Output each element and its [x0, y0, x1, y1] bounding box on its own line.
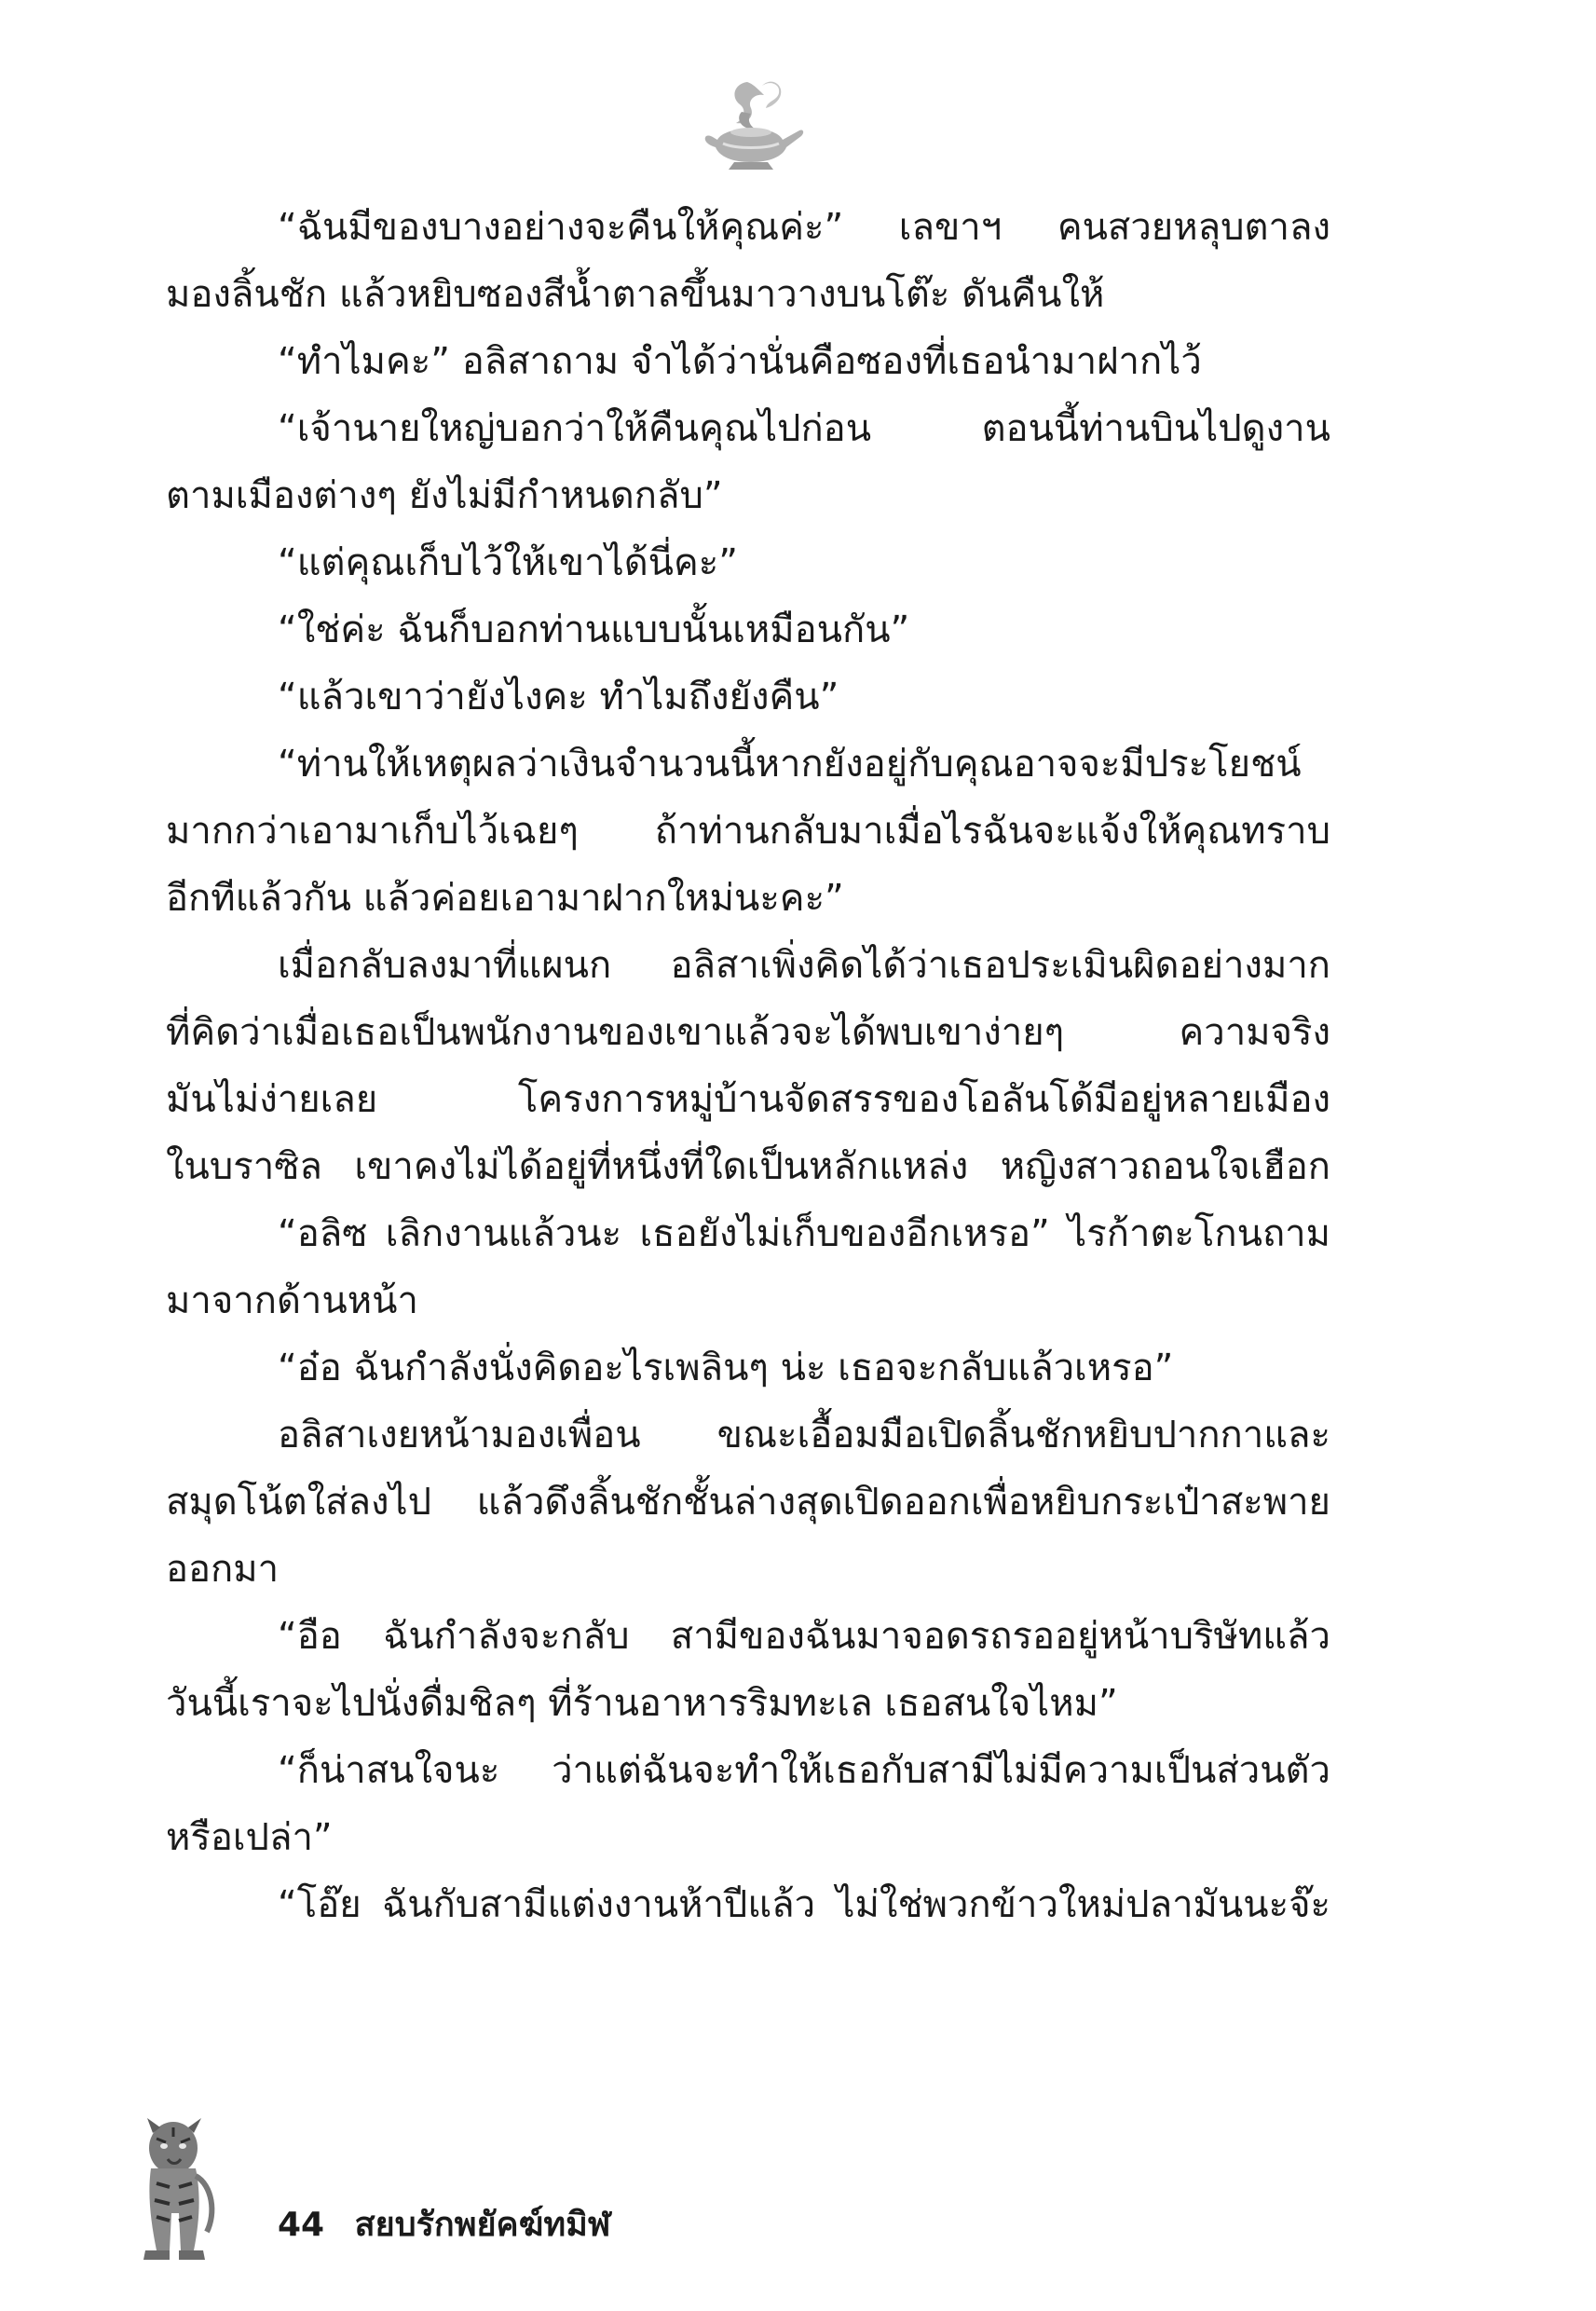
tiger-icon: [119, 2111, 222, 2269]
text-line: ออกมา: [166, 1548, 280, 1591]
page-number: 44: [278, 2206, 325, 2244]
text-line: หรือเปล่า”: [166, 1816, 333, 1859]
text-line: มากกว่าเอามาเก็บไว้เฉยๆ ถ้าท่านกลับมาเมื่อไรฉันจะแจ้งให้คุณทราบ: [166, 810, 1330, 853]
text-line: “อ๋อ ฉันกำลังนั่งคิดอะไรเพลินๆ น่ะ เธอจะกลับแล้วเหรอ”: [278, 1347, 1174, 1389]
text-line: “ฉันมีของบางอย่างจะคืนให้คุณค่ะ” เลขาฯ คนสวยหลุบตาลง: [278, 206, 1330, 249]
text-line: วันนี้เราจะไปนั่งดื่มชิลๆ ที่ร้านอาหารริมทะเล เธอสนใจไหม”: [166, 1682, 1118, 1725]
text-line: “แต่คุณเก็บไว้ให้เขาได้นี่คะ”: [278, 541, 738, 584]
text-line: มองลิ้นชัก แล้วหยิบซองสีน้ำตาลขึ้นมาวางบนโต๊ะ ดันคืนให้: [166, 273, 1105, 316]
text-line: มาจากด้านหน้า: [166, 1279, 418, 1322]
text-line: เมื่อกลับลงมาที่แผนก อลิสาเพิ่งคิดได้ว่าเธอประเมินผิดอย่างมาก: [278, 944, 1330, 987]
genie-lamp-icon: [689, 75, 811, 177]
text-line: ที่คิดว่าเมื่อเธอเป็นพนักงานของเขาแล้วจะได้พบเขาง่ายๆ ความจริง: [166, 1011, 1330, 1054]
text-line: “โอ๊ย ฉันกับสามีแต่งงานห้าปีแล้ว ไม่ใช่พวกข้าวใหม่ปลามันนะจ๊ะ: [278, 1883, 1330, 1926]
text-line: ตามเมืองต่างๆ ยังไม่มีกำหนดกลับ”: [166, 474, 723, 517]
text-line: “ท่านให้เหตุผลว่าเงินจำนวนนี้หากยังอยู่กับคุณอาจจะมีประโยชน์: [278, 743, 1302, 786]
text-line: “ทำไมคะ” อลิสาถาม จำได้ว่านั่นคือซองที่เธอนำมาฝากไว้: [278, 340, 1202, 383]
text-line: อีกทีแล้วกัน แล้วค่อยเอามาฝากใหม่นะคะ”: [166, 877, 844, 920]
text-line: สมุดโน้ตใส่ลงไป แล้วดึงลิ้นชักชั้นล่างสุดเปิดออกเพื่อหยิบกระเป๋าสะพาย: [166, 1481, 1330, 1524]
text-line: “เจ้านายใหญ่บอกว่าให้คืนคุณไปก่อน ตอนนี้ท่านบินไปดูงาน: [278, 407, 1330, 450]
text-line: มันไม่ง่ายเลย โครงการหมู่บ้านจัดสรรของโอลันโด้มีอยู่หลายเมือง: [166, 1078, 1330, 1121]
text-line: อลิสาเงยหน้ามองเพื่อน ขณะเอื้อมมือเปิดลิ้นชักหยิบปากกาและ: [278, 1414, 1330, 1456]
text-line: “ใช่ค่ะ ฉันก็บอกท่านแบบนั้นเหมือนกัน”: [278, 609, 910, 651]
text-line: “อือ ฉันกำลังจะกลับ สามีของฉันมาจอดรถรออยู่หน้าบริษัทแล้ว: [278, 1615, 1330, 1658]
text-line: “ก็น่าสนใจนะ ว่าแต่ฉันจะทำให้เธอกับสามีไม่มีความเป็นส่วนตัว: [278, 1749, 1330, 1792]
text-line: ในบราซิล เขาคงไม่ได้อยู่ที่หนึ่งที่ใดเป็นหลักแหล่ง หญิงสาวถอนใจเฮือก: [166, 1145, 1330, 1188]
text-line: “แล้วเขาว่ายังไงคะ ทำไมถึงยังคืน”: [278, 676, 839, 718]
book-title: สยบรักพยัคฆ์ทมิฬ: [354, 2206, 611, 2244]
body-text: [166, 194, 1330, 1938]
text-line: “อลิซ เลิกงานแล้วนะ เธอยังไม่เก็บของอีกเหรอ” ไรก้าตะโกนถาม: [278, 1212, 1330, 1255]
page-footer: [278, 2197, 610, 2250]
